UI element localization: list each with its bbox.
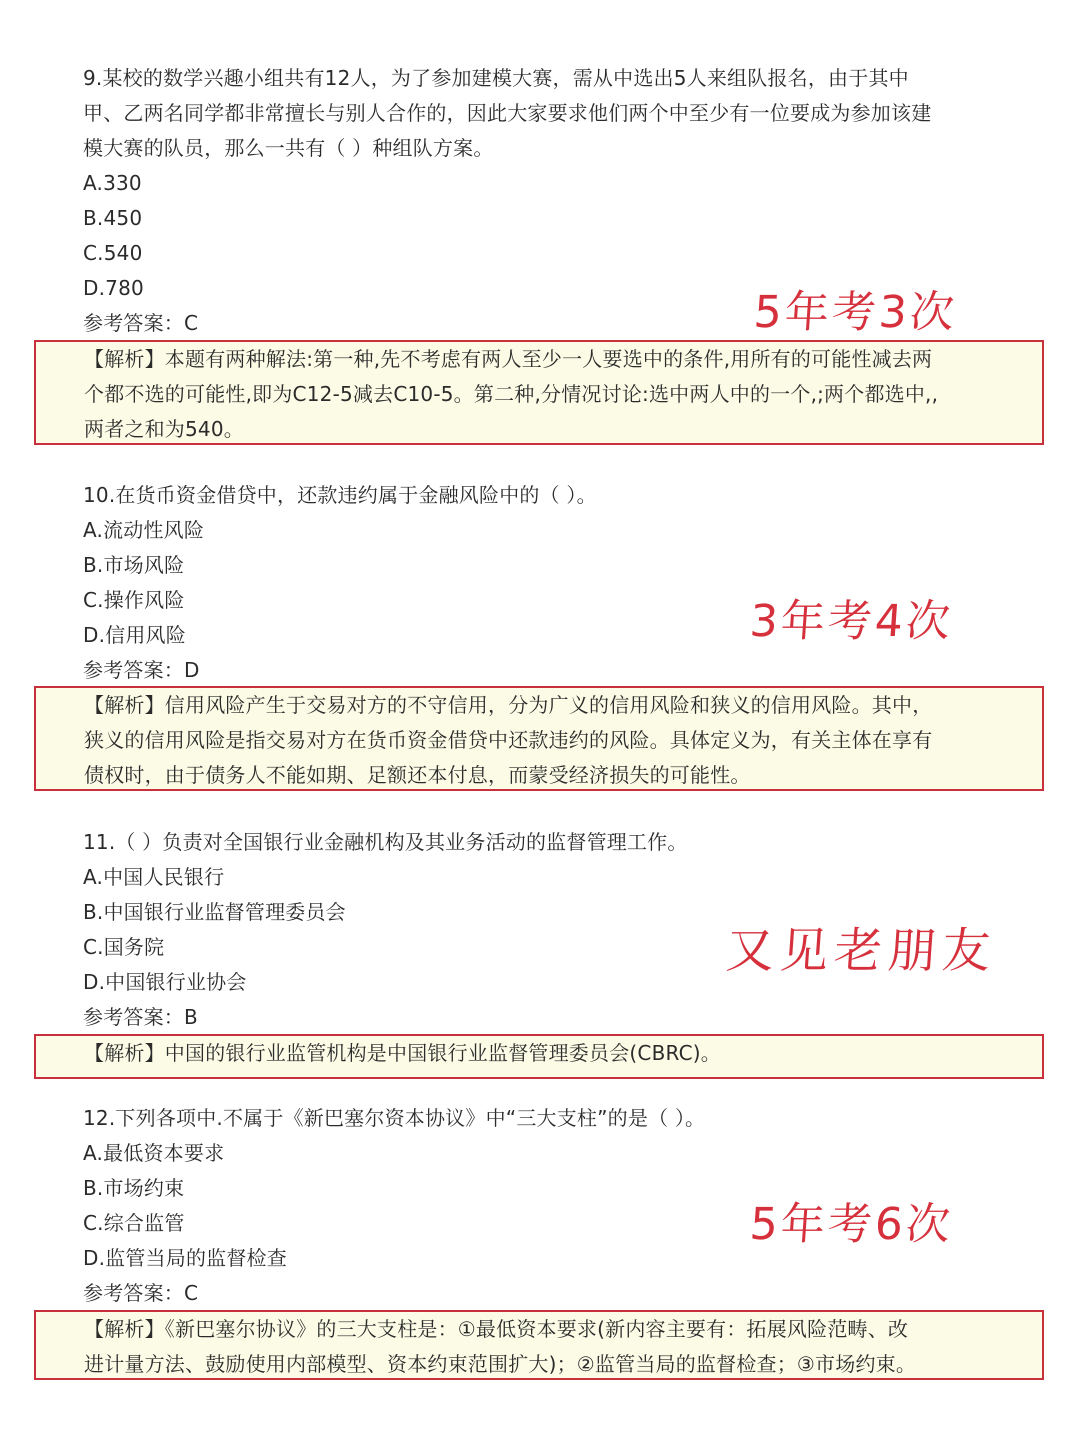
option-c: C.540	[83, 241, 143, 265]
analysis-line: 进计量方法、鼓励使用内部模型、资本约束范围扩大)；②监管当局的监督检查；③市场约束。	[84, 1352, 917, 1376]
analysis-line: 两者之和为540。	[84, 417, 244, 441]
analysis-line: 狭义的信用风险是指交易对方在货币资金借贷中还款违约的风险。具体定义为，有关主体在享有	[84, 728, 933, 752]
option-b: B.中国银行业监督管理委员会	[83, 900, 346, 924]
option-a: A.中国人民银行	[83, 865, 225, 889]
question-stem-line: 模大赛的队员，那么一共有（ ）种组队方案。	[83, 136, 494, 160]
question-stem-line: 10.在货币资金借贷中，还款违约属于金融风险中的（ ）。	[83, 483, 597, 507]
answer: 参考答案：C	[83, 311, 199, 335]
option-d: D.监管当局的监督检查	[83, 1246, 287, 1270]
option-b: B.市场风险	[83, 553, 185, 577]
analysis-box	[34, 340, 1044, 445]
option-b: B.市场约束	[83, 1176, 185, 1200]
question-stem-line: 12.下列各项中.不属于《新巴塞尔资本协议》中“三大支柱”的是（ ）。	[83, 1106, 706, 1130]
analysis-line: 【解析】信用风险产生于交易对方的不守信用，分为广义的信用风险和狭义的信用风险。其中，	[84, 693, 933, 717]
analysis-line: 【解析】《新巴塞尔协议》的三大支柱是：①最低资本要求(新内容主要有：拓展风险范畴、改	[84, 1317, 909, 1341]
option-a: A.流动性风险	[83, 518, 205, 542]
answer: 参考答案：D	[83, 658, 200, 682]
answer: 参考答案：C	[83, 1281, 199, 1305]
handwritten-note: 5年考3次	[752, 287, 959, 338]
handwritten-note: 5年考6次	[748, 1199, 955, 1250]
option-b: B.450	[83, 206, 143, 230]
analysis-box	[34, 1310, 1044, 1380]
question-stem-line: 9.某校的数学兴趣小组共有12人，为了参加建模大赛，需从中选出5人来组队报名，由于其中	[83, 66, 909, 90]
analysis-line: 个都不选的可能性,即为C12-5减去C10-5。第二种,分情况讨论:选中两人中的一个,;两个都选中,,	[84, 382, 939, 406]
option-a: A.330	[83, 171, 142, 195]
question-stem-line: 甲、乙两名同学都非常擅长与别人合作的，因此大家要求他们两个中至少有一位要成为参加该建	[83, 101, 932, 125]
analysis-line: 【解析】本题有两种解法:第一种,先不考虑有两人至少一人要选中的条件,用所有的可能性减去两	[84, 347, 933, 371]
analysis-line: 【解析】中国的银行业监管机构是中国银行业监督管理委员会(CBRC)。	[84, 1041, 721, 1065]
question-stem-line: 11.（ ）负责对全国银行业金融机构及其业务活动的监督管理工作。	[83, 830, 688, 854]
handwritten-note: 3年考4次	[748, 596, 955, 647]
analysis-box	[34, 686, 1044, 791]
handwritten-note: 又见老朋友	[724, 923, 999, 979]
answer: 参考答案：B	[83, 1005, 198, 1029]
option-c: C.国务院	[83, 935, 165, 959]
analysis-box	[34, 1034, 1044, 1079]
option-a: A.最低资本要求	[83, 1141, 225, 1165]
option-c: C.综合监管	[83, 1211, 185, 1235]
option-c: C.操作风险	[83, 588, 185, 612]
option-d: D.中国银行业协会	[83, 970, 247, 994]
option-d: D.信用风险	[83, 623, 186, 647]
analysis-line: 债权时，由于债务人不能如期、足额还本付息，而蒙受经济损失的可能性。	[84, 763, 751, 787]
option-d: D.780	[83, 276, 144, 300]
